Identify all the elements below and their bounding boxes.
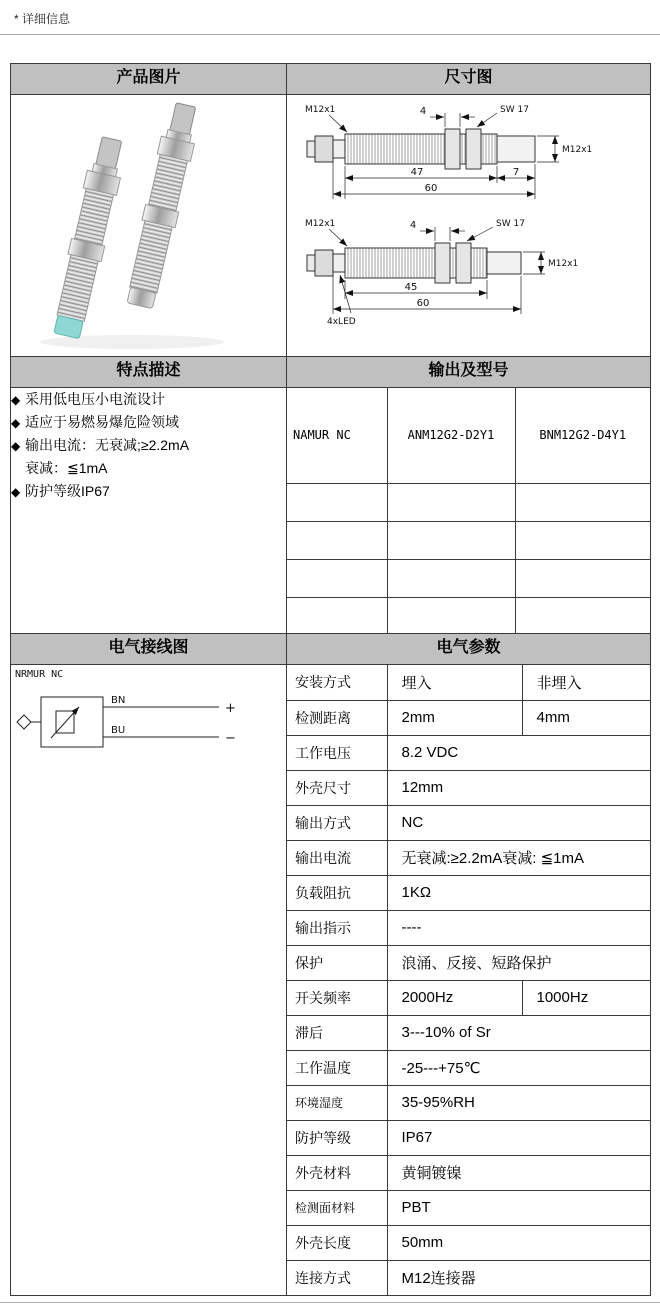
param-value: 埋入 bbox=[387, 665, 522, 700]
bottom-rule bbox=[0, 1302, 660, 1303]
dim1-body-length: 47 bbox=[410, 167, 423, 178]
feature-text: 输出电流：无衰减;≥2.2mA bbox=[25, 437, 190, 454]
param-label: 安装方式 bbox=[287, 665, 387, 700]
param-row bbox=[287, 840, 650, 875]
param-value: 浪涌、反接、短路保护 bbox=[387, 945, 650, 980]
model-table bbox=[287, 388, 650, 633]
sensor-back bbox=[123, 101, 202, 309]
dim1-nut-width: 4 bbox=[419, 106, 426, 117]
spec-table bbox=[10, 63, 651, 1296]
model-number: BNM12G2-D4Y1 bbox=[515, 388, 650, 483]
section-header-wiring: 电气接线图 bbox=[11, 634, 287, 665]
dim2-total-length: 60 bbox=[416, 298, 429, 309]
section-header-features: 特点描述 bbox=[11, 357, 287, 388]
features-cell bbox=[11, 388, 287, 634]
param-row bbox=[287, 875, 650, 910]
dimension-drawing-flush bbox=[299, 99, 639, 209]
param-value: PBT bbox=[387, 1190, 650, 1225]
table-row bbox=[287, 597, 650, 633]
feature-item bbox=[11, 411, 286, 434]
param-label: 输出指示 bbox=[287, 910, 387, 945]
section-header-output-model: 输出及型号 bbox=[287, 357, 651, 388]
feature-text: 适应于易燃易爆危险领域 bbox=[25, 414, 179, 431]
param-value: 1000Hz bbox=[522, 980, 650, 1015]
param-value: 非埋入 bbox=[522, 665, 650, 700]
param-value: ---- bbox=[387, 910, 650, 945]
param-value: 12mm bbox=[387, 770, 650, 805]
content-row-3 bbox=[11, 665, 651, 1296]
model-table-cell bbox=[287, 388, 651, 634]
wire-label-bu: BU bbox=[111, 725, 126, 736]
param-label: 负载阻抗 bbox=[287, 875, 387, 910]
wiring-diagram bbox=[11, 665, 271, 785]
electrical-params-cell bbox=[287, 665, 651, 1296]
dim1-wrench-label: SW 17 bbox=[499, 105, 529, 115]
header-row-1 bbox=[11, 64, 651, 95]
dim1-thread-label: M12x1 bbox=[304, 105, 335, 115]
header-row-2 bbox=[11, 357, 651, 388]
sensor-body-symbol bbox=[41, 697, 103, 747]
dim1-tip-length: 7 bbox=[512, 167, 519, 178]
param-value: 无衰减:≥2.2mA衰减: ≦1mA bbox=[387, 840, 650, 875]
param-label: 输出电流 bbox=[287, 840, 387, 875]
dim1-thread-right-label: M12x1 bbox=[561, 145, 592, 155]
product-photo bbox=[14, 95, 284, 351]
param-label: 防护等级 bbox=[287, 1120, 387, 1155]
model-cell-empty bbox=[287, 597, 387, 633]
sensor-front bbox=[49, 135, 128, 339]
feature-item bbox=[11, 457, 286, 480]
diamond-bullet-icon: ◆ bbox=[11, 439, 21, 454]
header-row-3 bbox=[11, 634, 651, 665]
param-row bbox=[287, 1050, 650, 1085]
param-row bbox=[287, 1155, 650, 1190]
param-row bbox=[287, 1120, 650, 1155]
param-value: 3---10% of Sr bbox=[387, 1015, 650, 1050]
param-label: 检测距离 bbox=[287, 700, 387, 735]
param-row bbox=[287, 665, 650, 700]
model-cell-empty bbox=[387, 597, 515, 633]
param-value: 4mm bbox=[522, 700, 650, 735]
feature-text: 防护等级IP67 bbox=[25, 483, 110, 500]
dim2-nut-width: 4 bbox=[409, 220, 416, 231]
model-output-type: NAMUR NC bbox=[287, 388, 387, 483]
param-row bbox=[287, 910, 650, 945]
param-row bbox=[287, 945, 650, 980]
param-row bbox=[287, 770, 650, 805]
param-value: IP67 bbox=[387, 1120, 650, 1155]
electrical-params-table bbox=[287, 665, 650, 1295]
model-cell-empty bbox=[287, 483, 387, 521]
table-row bbox=[287, 388, 650, 483]
param-row bbox=[287, 700, 650, 735]
param-label: 工作温度 bbox=[287, 1050, 387, 1085]
param-row bbox=[287, 735, 650, 770]
param-label: 外壳材料 bbox=[287, 1155, 387, 1190]
table-row bbox=[287, 483, 650, 521]
param-label: 环境湿度 bbox=[287, 1085, 387, 1120]
param-row bbox=[287, 1190, 650, 1225]
section-header-dimensions: 尺寸图 bbox=[287, 64, 651, 95]
param-label: 连接方式 bbox=[287, 1260, 387, 1295]
model-cell-empty bbox=[515, 597, 650, 633]
param-value: 8.2 VDC bbox=[387, 735, 650, 770]
model-cell-empty bbox=[515, 483, 650, 521]
polarity-plus: + bbox=[225, 701, 236, 716]
wiring-diagram-cell bbox=[11, 665, 287, 1296]
diamond-bullet-icon: ◆ bbox=[11, 416, 21, 431]
param-label: 滞后 bbox=[287, 1015, 387, 1050]
param-value: 黄铜镀镍 bbox=[387, 1155, 650, 1190]
param-value: -25---+75℃ bbox=[387, 1050, 650, 1085]
section-header-electrical: 电气参数 bbox=[287, 634, 651, 665]
top-rule bbox=[0, 34, 660, 35]
model-cell-empty bbox=[515, 559, 650, 597]
content-row-2 bbox=[11, 388, 651, 634]
content-row-1 bbox=[11, 95, 651, 357]
feature-text: 采用低电压小电流设计 bbox=[25, 391, 165, 407]
param-label: 工作电压 bbox=[287, 735, 387, 770]
feature-item bbox=[11, 480, 286, 503]
dim2-body-length: 45 bbox=[404, 282, 417, 293]
polarity-minus: − bbox=[225, 731, 236, 746]
wiring-title: NRMUR NC bbox=[15, 669, 64, 680]
section-header-product-image: 产品图片 bbox=[11, 64, 287, 95]
dim2-led-label: 4xLED bbox=[326, 317, 356, 327]
param-label: 外壳长度 bbox=[287, 1225, 387, 1260]
dim2-wrench-label: SW 17 bbox=[495, 219, 525, 229]
dim2-thread-label: M12x1 bbox=[304, 219, 335, 229]
diamond-bullet-icon: ◆ bbox=[11, 393, 21, 407]
param-row bbox=[287, 1260, 650, 1295]
param-row bbox=[287, 1225, 650, 1260]
model-cell-empty bbox=[287, 559, 387, 597]
param-row bbox=[287, 805, 650, 840]
param-row bbox=[287, 1015, 650, 1050]
feature-item bbox=[11, 434, 286, 457]
diamond-bullet-icon: ◆ bbox=[11, 485, 21, 500]
feature-item bbox=[11, 388, 286, 411]
param-value: M12连接器 bbox=[401, 1270, 476, 1288]
model-cell-empty bbox=[387, 483, 515, 521]
param-label: 输出方式 bbox=[287, 805, 387, 840]
wire-label-bn: BN bbox=[111, 695, 126, 706]
dimension-drawings-cell bbox=[287, 95, 651, 357]
dimension-drawing-nonflush bbox=[299, 213, 639, 331]
param-label: 保护 bbox=[287, 945, 387, 980]
target-symbol bbox=[17, 715, 31, 729]
param-label: 开关频率 bbox=[287, 980, 387, 1015]
product-image-cell bbox=[11, 95, 287, 357]
param-value: 2000Hz bbox=[387, 980, 522, 1015]
param-value: NC bbox=[387, 805, 650, 840]
param-label: 检测面材料 bbox=[287, 1190, 387, 1225]
model-cell-empty bbox=[387, 559, 515, 597]
param-value: 50mm bbox=[387, 1225, 650, 1260]
param-label: 外壳尺寸 bbox=[287, 770, 387, 805]
model-cell-empty bbox=[287, 521, 387, 559]
photo-shadow bbox=[40, 335, 224, 349]
param-row bbox=[287, 1085, 650, 1120]
model-cell-empty bbox=[387, 521, 515, 559]
param-value: 1KΩ bbox=[387, 875, 650, 910]
dim1-total-length: 60 bbox=[424, 183, 437, 194]
dim2-thread-right-label: M12x1 bbox=[547, 259, 578, 269]
model-cell-empty bbox=[515, 521, 650, 559]
feature-text: 衰减：≦1mA bbox=[25, 460, 108, 477]
table-row bbox=[287, 521, 650, 559]
param-value: 35-95%RH bbox=[387, 1085, 650, 1120]
page-note: * 详细信息 bbox=[14, 12, 71, 26]
model-number: ANM12G2-D2Y1 bbox=[387, 388, 515, 483]
table-row bbox=[287, 559, 650, 597]
param-row bbox=[287, 980, 650, 1015]
param-value: 2mm bbox=[387, 700, 522, 735]
